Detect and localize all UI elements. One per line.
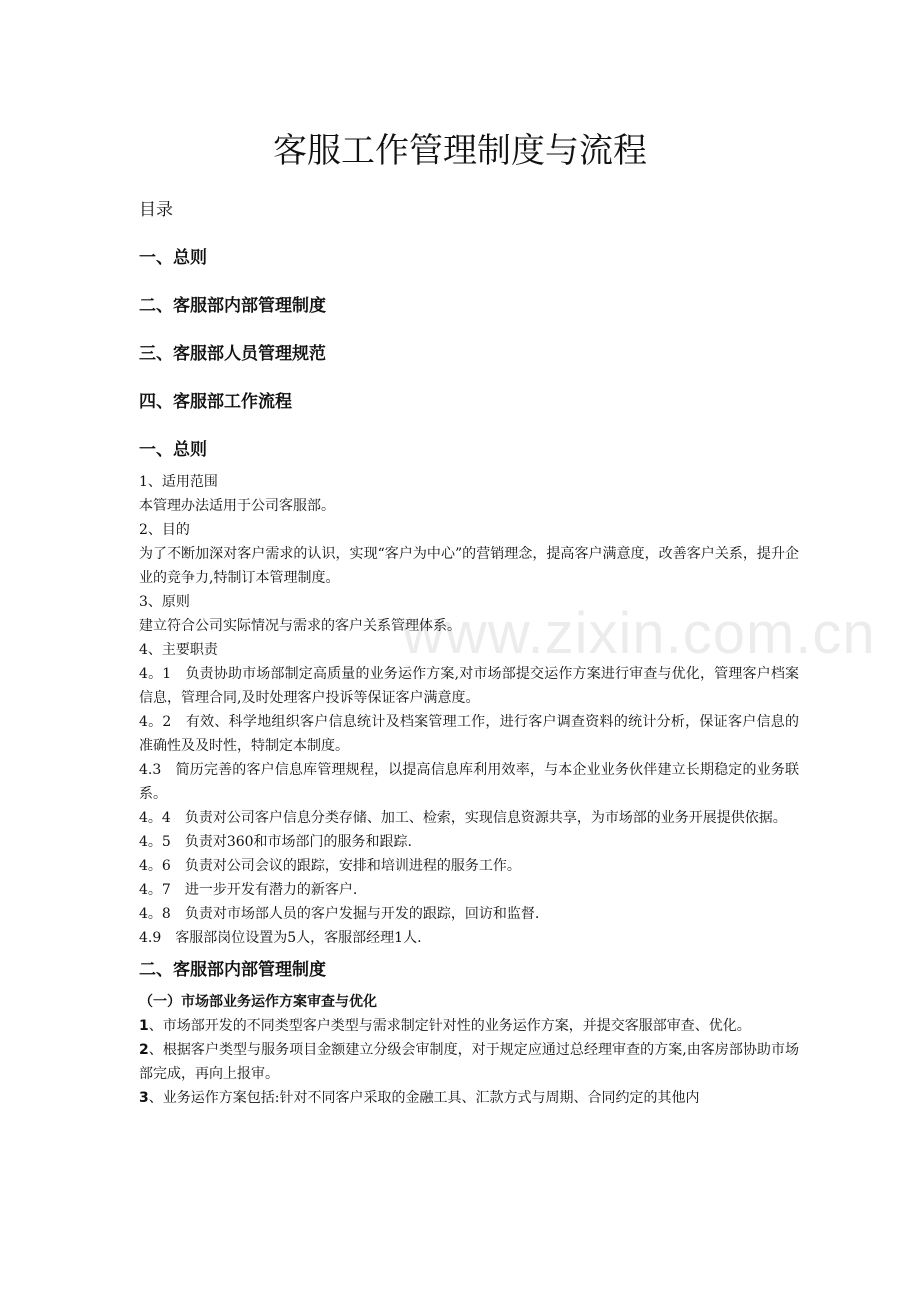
toc-label: 目录 <box>139 200 173 220</box>
watermark: www.zixin.com.cn <box>402 601 876 666</box>
toc-item: 一、总则 <box>139 248 207 268</box>
paragraph: 1、适用范围 <box>139 474 218 490</box>
paragraph: 为了不断加深对客户需求的认识，实现“客户为中心”的营销理念，提高客户满意度，改善客户关系，提升企业的竞争力,特制订本管理制度。 <box>139 546 799 586</box>
paragraph: 4.3 简历完善的客户信息库管理规程，以提高信息库利用效率，与本企业业务伙伴建立长期稳定的业务联系。 <box>139 762 799 802</box>
toc-item: 三、客服部人员管理规范 <box>139 344 326 364</box>
item-text: 、根据客户类型与服务项目金额建立分级会审制度，对于规定应通过总经理审查的方案,由客房部协助市场部完成，再向上报审。 <box>139 1042 799 1082</box>
paragraph: 建立符合公司实际情况与需求的客户关系管理体系。 <box>139 618 461 634</box>
paragraph: 4。5 负责对360和市场部门的服务和跟踪. <box>139 834 412 850</box>
section-heading-general: 一、总则 <box>139 440 207 460</box>
document-title: 客服工作管理制度与流程 <box>273 131 647 171</box>
paragraph: 2、目的 <box>139 522 190 538</box>
document-body <box>139 196 799 1110</box>
item-number: 1 <box>139 1018 149 1034</box>
paragraph: 4。6 负责对公司会议的跟踪，安排和培训进程的服务工作。 <box>139 858 521 874</box>
paragraph: 4。2 有效、科学地组织客户信息统计及档案管理工作，进行客户调查资料的统计分析，保证客户信息的准确性及及时性，特制定本制度。 <box>139 714 799 754</box>
paragraph: 4。1 负责协助市场部制定高质量的业务运作方案,对市场部提交运作方案进行审查与优化，管理客户档案信息，管理合同,及时处理客户投诉等保证客户满意度。 <box>139 666 799 706</box>
item-text: 、市场部开发的不同类型客户类型与需求制定针对性的业务运作方案，并提交客服部审查、优化。 <box>148 1018 751 1034</box>
toc-item: 四、客服部工作流程 <box>139 392 292 412</box>
paragraph: 4.9 客服部岗位设置为5人，客服部经理1人. <box>139 930 422 946</box>
item-text: 、业务运作方案包括:针对不同客户采取的金融工具、汇款方式与周期、合同约定的其他内 <box>148 1090 700 1106</box>
numbered-item <box>139 1014 799 1038</box>
paragraph: 4、主要职责 <box>139 642 218 658</box>
subsection-heading: （一）市场部业务运作方案审查与优化 <box>139 994 377 1010</box>
item-number: 3 <box>139 1090 149 1106</box>
numbered-item <box>139 1086 799 1110</box>
numbered-item <box>139 1038 799 1086</box>
paragraph: 本管理办法适用于公司客服部。 <box>139 498 335 514</box>
paragraph: 4。8 负责对市场部人员的客户发掘与开发的跟踪，回访和监督. <box>139 906 540 922</box>
section-heading-internal: 二、客服部内部管理制度 <box>139 960 326 980</box>
item-number: 2 <box>139 1042 149 1058</box>
toc-item: 二、客服部内部管理制度 <box>139 296 326 316</box>
paragraph: 4。7 进一步开发有潜力的新客户. <box>139 882 358 898</box>
paragraph: 4。4 负责对公司客户信息分类存储、加工、检索，实现信息资源共享，为市场部的业务开展提供依据。 <box>139 810 787 826</box>
paragraph: 3、原则 <box>139 594 190 610</box>
